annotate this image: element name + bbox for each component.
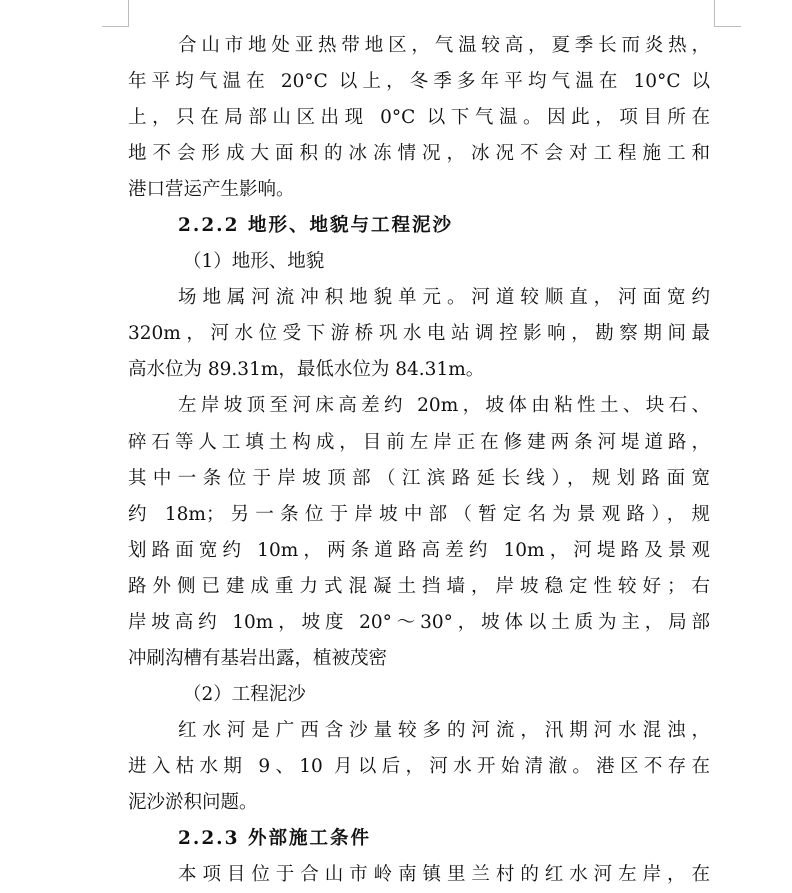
section-heading: 2.2.2 地形、地貌与工程泥沙: [178, 215, 453, 237]
body-text-line: 红水河是广西含沙量较多的河流，汛期河水混浊，: [178, 719, 710, 741]
body-text-line: 冲刷沟槽有基岩出露，植被茂密: [128, 647, 388, 669]
body-text-line: 场地属河流冲积地貌单元。河道较顺直，河面宽约: [178, 287, 710, 309]
body-text-line: 合山市地处亚热带地区，气温较高，夏季长而炎热，: [178, 35, 710, 56]
body-text-line: 泥沙淤积问题。: [128, 791, 258, 813]
body-text-line: 约 18m；另一条位于岸坡中部（暂定名为景观路），规: [128, 503, 710, 525]
body-text-line: 岸坡高约 10m，坡度 20°～30°，坡体以土质为主，局部: [128, 611, 710, 633]
document-body[interactable]: [128, 28, 710, 893]
body-text-line: 进入枯水期 9、10 月以后，河水开始清澈。港区不存在: [128, 755, 710, 777]
body-text-line: 其中一条位于岸坡顶部（江滨路延长线），规划路面宽: [128, 467, 710, 489]
body-text-line: 上，只在局部山区出现 0°C 以下气温。因此，项目所在: [128, 107, 710, 129]
body-text-line: 320m，河水位受下游桥巩水电站调控影响，勘察期间最: [128, 323, 710, 345]
crop-mark-left: [102, 0, 129, 27]
subsection-heading: （2）工程泥沙: [183, 683, 306, 705]
body-text-line: 地不会形成大面积的冰冻情况，冰况不会对工程施工和: [128, 143, 710, 165]
body-text-line: 碎石等人工填土构成，目前左岸正在修建两条河堤道路，: [128, 431, 710, 453]
body-text-line: 左岸坡顶至河床高差约 20m，坡体由粘性土、块石、: [178, 395, 710, 417]
section-heading: 2.2.3 外部施工条件: [178, 828, 371, 850]
body-text-line: 划路面宽约 10m，两条道路高差约 10m，河堤路及景观: [128, 539, 710, 561]
body-text-line: 路外侧已建成重力式混凝土挡墙，岸坡稳定性较好；右: [128, 575, 710, 597]
subsection-heading: （1）地形、地貌: [183, 251, 325, 273]
body-text-line: 高水位为 89.31m，最低水位为 84.31m。: [128, 359, 485, 381]
body-text-line: 本项目位于合山市岭南镇里兰村的红水河左岸，在: [178, 864, 710, 886]
body-text-line: 港口营运产生影响。: [128, 179, 295, 201]
body-text-line: 年平均气温在 20°C 以上，冬季多年平均气温在 10°C 以: [128, 71, 710, 93]
crop-mark-right: [714, 0, 741, 27]
